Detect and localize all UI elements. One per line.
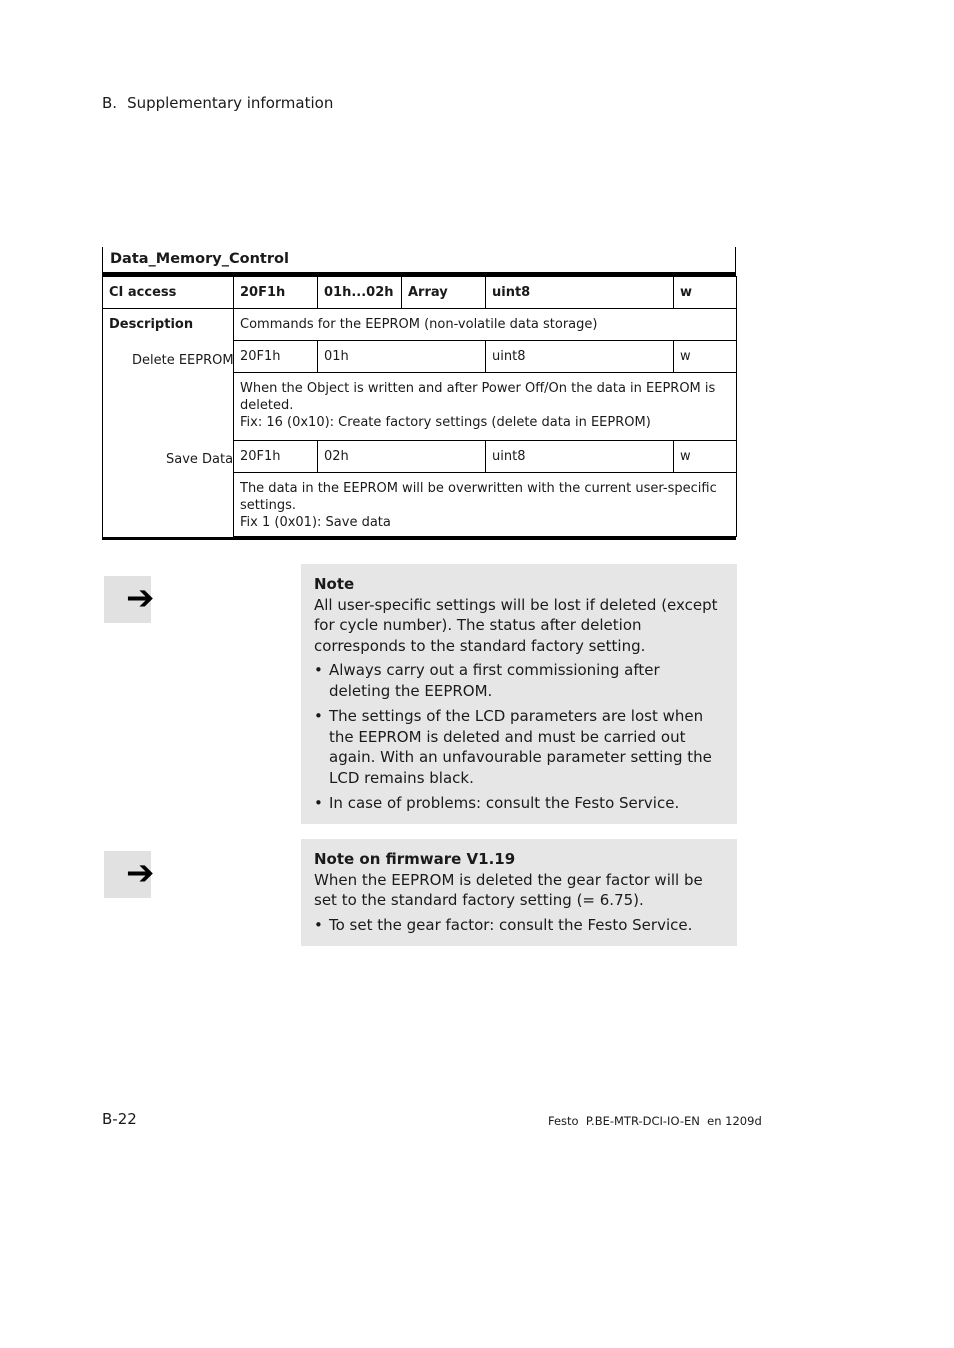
save-text-2: Fix 1 (0x01): Save data: [240, 515, 391, 530]
firmware-note-title: Note on firmware V1.19: [314, 850, 516, 868]
save-datatype: uint8: [486, 441, 674, 473]
firmware-note-body: When the EEPROM is deleted the gear factor will be set to the standard factory setting (= 6.75).: [314, 870, 703, 909]
firmware-bullet-list: [314, 915, 725, 936]
delete-index: 20F1h: [234, 341, 318, 373]
list-item: • In case of problems: consult the Festo Service.: [314, 793, 725, 814]
table-bottom-rule: [102, 537, 736, 540]
ci-access-row: [103, 277, 737, 309]
save-index: 20F1h: [234, 441, 318, 473]
ci-index: 20F1h: [234, 277, 318, 309]
note-title: Note: [314, 575, 355, 593]
description-row: [103, 309, 737, 341]
delete-eeprom-text: [234, 373, 737, 441]
delete-text-1: When the Object is written and after Power Off/On the data in EEPROM is deleted.: [240, 381, 716, 413]
section-number: B.: [102, 94, 118, 112]
save-text-1: The data in the EEPROM will be overwritten with the current user-specific settings.: [240, 481, 717, 513]
firmware-note-box: [301, 839, 737, 946]
delete-access: w: [674, 341, 737, 373]
note-bullet-list: [314, 660, 725, 814]
note-icon-box: [104, 576, 155, 623]
page-number: B-22: [102, 1110, 137, 1128]
note-icon-box: [104, 851, 155, 898]
description-label: Description: [109, 317, 194, 332]
data-memory-control-table: [102, 247, 736, 540]
list-item: • Always carry out a first commissioning after deleting the EEPROM.: [314, 660, 725, 701]
delete-eeprom-label: Delete EEPROM: [132, 353, 234, 368]
ci-subindex: 01h...02h: [318, 277, 402, 309]
document-id: Festo P.BE-MTR-DCI-IO-EN en 1209d: [548, 1114, 762, 1128]
list-item: • To set the gear factor: consult the Festo Service.: [314, 915, 725, 936]
ci-access-label: CI access: [103, 277, 234, 309]
delete-datatype: uint8: [486, 341, 674, 373]
delete-text-2: Fix: 16 (0x10): Create factory settings (delete data in EEPROM): [240, 415, 651, 430]
note-box: [301, 564, 737, 824]
ci-type: Array: [402, 277, 486, 309]
section-title: Supplementary information: [127, 94, 334, 112]
ci-datatype: uint8: [486, 277, 674, 309]
save-access: w: [674, 441, 737, 473]
save-subindex: 02h: [318, 441, 486, 473]
description-text: Commands for the EEPROM (non-volatile data storage): [234, 309, 737, 341]
table-title: Data_Memory_Control: [102, 247, 736, 276]
arrow-right-icon: ➔: [126, 853, 155, 893]
save-data-label: Save Data: [166, 452, 234, 467]
ci-access: w: [674, 277, 737, 309]
save-data-text: [234, 473, 737, 537]
arrow-right-icon: ➔: [126, 578, 155, 618]
delete-subindex: 01h: [318, 341, 486, 373]
list-item: • The settings of the LCD parameters are lost when the EEPROM is deleted and must be carried out again. With an unfavourable parameter setting the LCD remains black.: [314, 706, 725, 788]
description-left-column: [103, 309, 234, 537]
section-header: [102, 94, 333, 112]
note-body: All user-specific settings will be lost if deleted (except for cycle number). The status after deletion corresponds to the standard factory setting.: [314, 595, 718, 655]
